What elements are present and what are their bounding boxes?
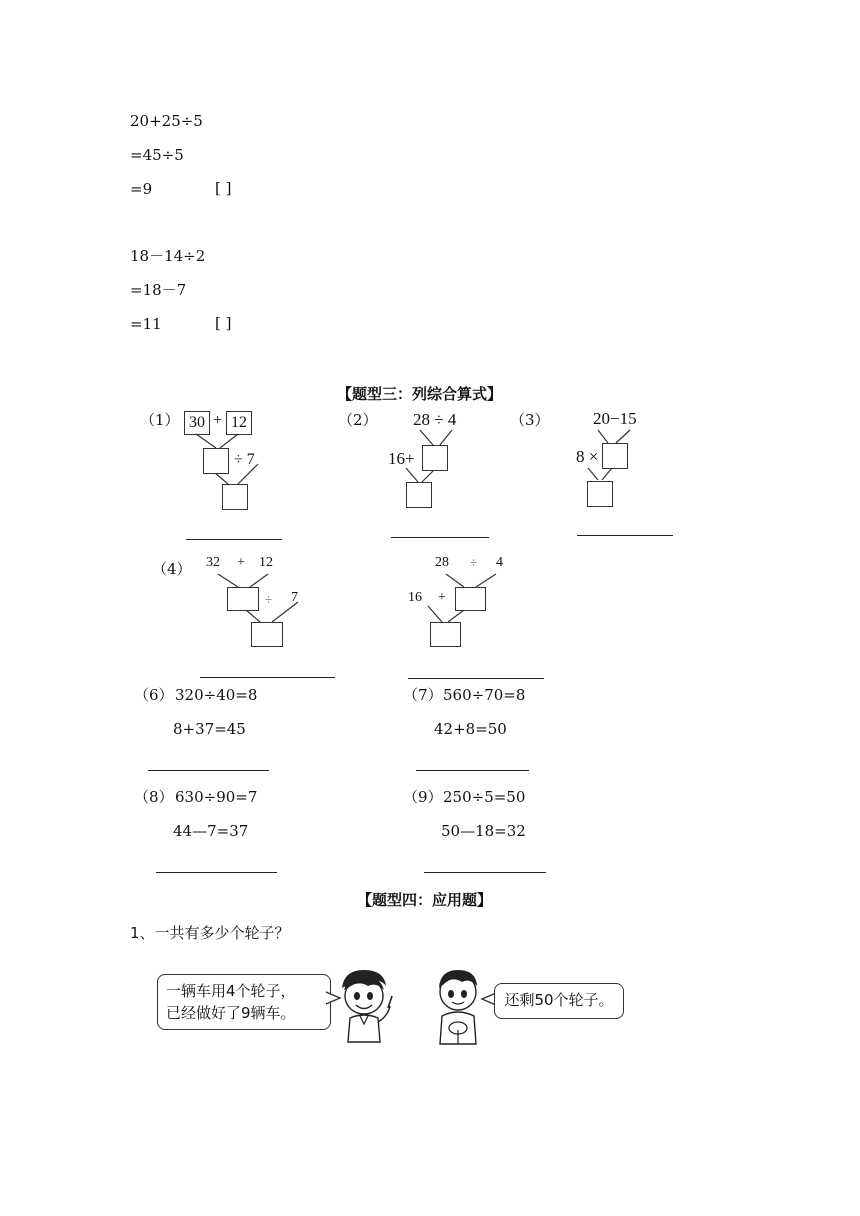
problem-7-line-1: 560÷70=8: [443, 686, 526, 704]
problem-7-line-2: 42+8=50: [434, 720, 507, 738]
problem-4-answer-box-1[interactable]: [227, 587, 259, 611]
problem-4-op2: ÷: [265, 592, 273, 607]
section-4-heading: 【题型四：应用题】: [357, 891, 493, 909]
check-1-line-3: =9: [130, 180, 153, 198]
problem-1-answer-box-2[interactable]: [222, 484, 248, 510]
check-1-line-1: 20+25÷5: [130, 112, 203, 130]
problem-4-op: +: [237, 555, 245, 570]
problem-5-number-b: 4: [496, 555, 503, 570]
problem-8-line-1: 630÷90=7: [175, 788, 258, 806]
problem-9-line-1: 250÷5=50: [443, 788, 526, 806]
problem-8-answer-line[interactable]: [156, 872, 277, 873]
problem-4-answer-line[interactable]: [200, 677, 335, 678]
problem-3-left: 8 ×: [576, 447, 599, 466]
check-2-line-1: 18－14÷2: [130, 247, 206, 265]
problem-6-answer-line[interactable]: [148, 770, 269, 771]
problem-2-answer-box-1[interactable]: [422, 445, 448, 471]
problem-3-answer-box-2[interactable]: [587, 481, 613, 507]
problem-1-answer-line[interactable]: [186, 539, 282, 540]
problem-5-op: ÷: [470, 555, 478, 570]
problem-9-answer-line[interactable]: [424, 872, 546, 873]
problem-4-answer-box-2[interactable]: [251, 622, 283, 647]
problem-1-number-b: 12: [226, 411, 252, 435]
section-3-heading: 【题型三：列综合算式】: [337, 385, 503, 403]
problem-5-answer-box-2[interactable]: [430, 622, 461, 647]
problem-5-answer-line[interactable]: [408, 678, 544, 679]
bubble-left-line-2: 已经做好了9辆车。: [166, 1004, 296, 1022]
problem-3-top: 20−15: [593, 409, 637, 428]
problem-1-label: （1）: [140, 411, 180, 429]
problem-6-line-1: 320÷40=8: [175, 686, 258, 704]
problem-9-line-2: 50—18=32: [441, 822, 526, 840]
check-1-line-2: =45÷5: [130, 146, 184, 164]
check-2-bracket[interactable]: [ ]: [215, 314, 232, 332]
problem-7-answer-line[interactable]: [416, 770, 529, 771]
problem-3-answer-line[interactable]: [577, 535, 673, 536]
check-1-bracket[interactable]: [ ]: [215, 179, 232, 197]
problem-2-label: （2）: [338, 411, 378, 429]
speech-bubble-left: [157, 974, 331, 1030]
problem-4-number-c: 7: [291, 590, 298, 605]
boy-standing-icon: [430, 964, 486, 1046]
problem-1-answer-box-1[interactable]: [203, 448, 229, 474]
problem-5-op2: +: [438, 590, 446, 605]
problem-1-number-a: 30: [184, 411, 210, 435]
problem-1-op: +: [213, 412, 223, 429]
problem-5-left-number: 16: [408, 590, 422, 605]
problem-5-answer-box-1[interactable]: [455, 587, 486, 611]
problem-5-number-a: 28: [435, 555, 449, 570]
problem-4-label: （4）: [152, 560, 192, 578]
problem-3-label: （3）: [510, 411, 550, 429]
speech-bubble-right: 还剩50个轮子。: [494, 983, 624, 1019]
problem-2-answer-line[interactable]: [391, 537, 489, 538]
bubble-left-line-1: 一辆车用4个轮子，: [166, 982, 296, 1000]
check-2-line-2: =18－7: [130, 281, 187, 299]
problem-2-top: 28 ÷ 4: [413, 410, 457, 429]
problem-6-line-2: 8+37=45: [173, 720, 246, 738]
problem-6-label: （6）: [134, 686, 174, 704]
boy-pointing-icon: [334, 966, 404, 1044]
question-1: 1、一共有多少个轮子？: [130, 924, 290, 942]
problem-2-answer-box-2[interactable]: [406, 482, 432, 508]
check-2-line-3: =11: [130, 315, 162, 333]
problem-8-line-2: 44—7=37: [173, 822, 249, 840]
problem-2-left: 16+: [388, 449, 415, 468]
problem-4-number-b: 12: [259, 555, 273, 570]
problem-1-op2: ÷ 7: [234, 451, 255, 468]
problem-3-answer-box-1[interactable]: [602, 443, 628, 469]
problem-9-label: （9）: [403, 788, 443, 806]
problem-7-label: （7）: [403, 686, 443, 704]
problem-8-label: （8）: [134, 788, 174, 806]
problem-4-number-a: 32: [206, 555, 220, 570]
